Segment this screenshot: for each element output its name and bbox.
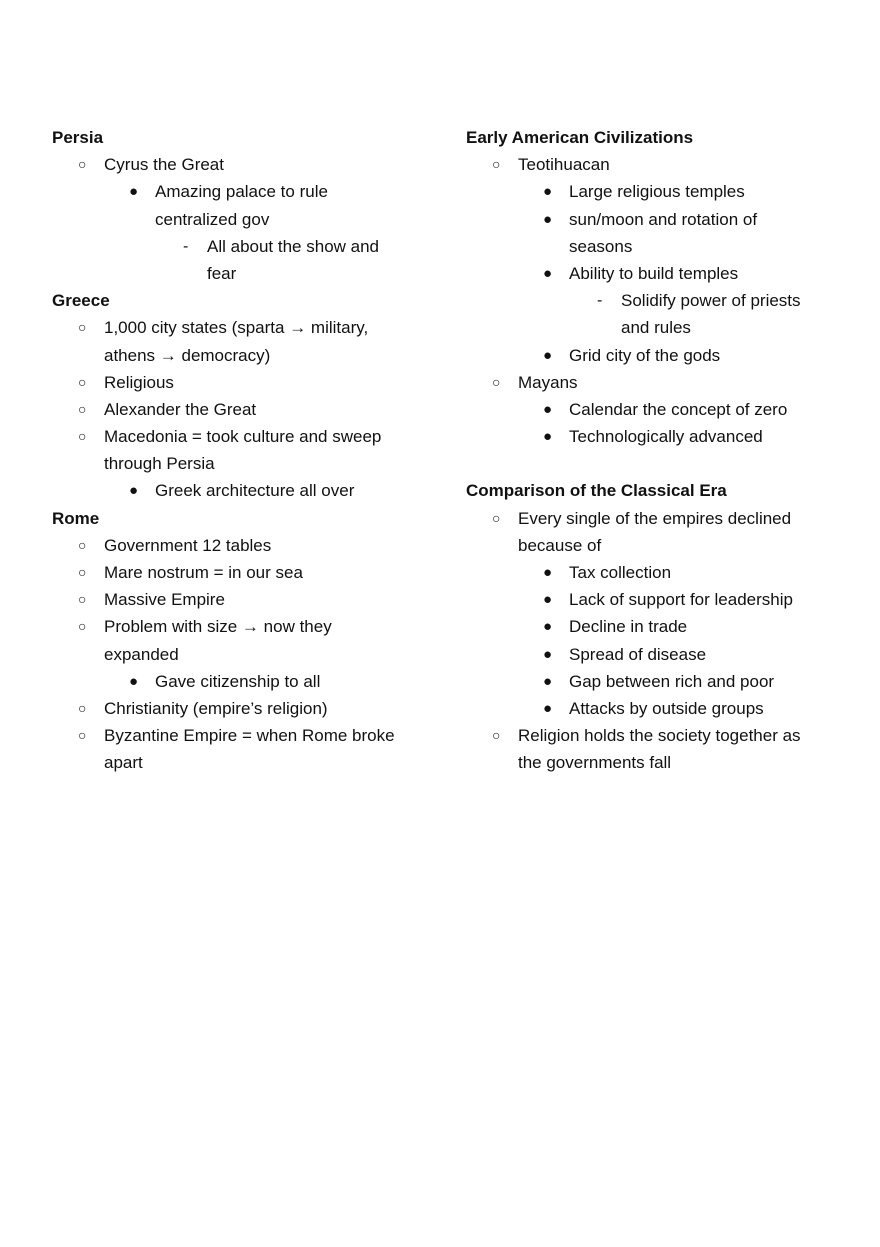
list-item-text: Every single of the empires declined <box>518 508 792 528</box>
bullet-dash-icon: - <box>597 292 603 310</box>
list-item-level-1 <box>52 314 412 341</box>
bullet-hollow-icon: ○ <box>492 509 501 526</box>
list-item-level-3 <box>52 233 412 260</box>
list-item-level-2 <box>466 342 846 369</box>
list-item-text: Calendar the concept of zero <box>569 399 788 419</box>
list-item-text: Cyrus the Great <box>104 155 224 175</box>
list-item-text: through Persia <box>104 454 215 474</box>
bullet-filled-icon: ● <box>543 400 553 418</box>
list-item-level-1 <box>466 722 846 749</box>
list-item-level-1 <box>52 151 412 178</box>
section-heading: Comparison of the Classical Era <box>466 481 727 501</box>
list-item-text: Ability to build temples <box>569 263 739 283</box>
list-item-text: Spread of disease <box>569 644 707 664</box>
bullet-filled-icon: ● <box>543 428 553 446</box>
bullet-filled-icon: ● <box>543 645 553 663</box>
list-item-continuation <box>466 314 846 341</box>
list-item-text: expanded <box>104 644 179 664</box>
list-item-level-2 <box>466 423 846 450</box>
list-item-text: Massive Empire <box>104 590 225 610</box>
bullet-filled-icon: ● <box>543 618 553 636</box>
list-item-text: Grid city of the gods <box>569 345 721 365</box>
bullet-hollow-icon: ○ <box>78 591 87 608</box>
list-item-level-2 <box>466 206 846 233</box>
list-item-level-2 <box>466 260 846 287</box>
bullet-filled-icon: ● <box>543 699 553 717</box>
list-item-text: Byzantine Empire = when Rome broke <box>104 726 395 746</box>
list-item-level-1 <box>52 423 412 450</box>
bullet-hollow-icon: ○ <box>78 319 87 336</box>
list-item-continuation <box>52 641 412 668</box>
list-item-level-1 <box>52 613 412 640</box>
bullet-hollow-icon: ○ <box>78 400 87 417</box>
list-item-text: Macedonia = took culture and sweep <box>104 427 382 447</box>
list-item-text: Gave citizenship to all <box>155 671 321 691</box>
list-item-text: Technologically advanced <box>569 427 763 447</box>
list-item-text: athens → democracy) <box>104 345 271 365</box>
list-item-text: Religion holds the society together as <box>518 726 801 746</box>
list-item-text: Alexander the Great <box>104 399 257 419</box>
list-item-level-2 <box>466 396 846 423</box>
list-item-level-2 <box>466 613 846 640</box>
bullet-hollow-icon: ○ <box>492 156 501 173</box>
bullet-hollow-icon: ○ <box>78 536 87 553</box>
list-item-level-1 <box>52 722 412 749</box>
bullet-filled-icon: ● <box>543 564 553 581</box>
list-item-text: Amazing palace to rule <box>155 182 328 202</box>
list-item-level-2 <box>466 586 846 613</box>
right-column <box>466 124 846 777</box>
section-heading: Persia <box>52 128 104 147</box>
bullet-dash-icon: - <box>183 237 189 255</box>
list-item-level-2 <box>466 668 846 695</box>
list-item-level-2 <box>52 477 412 504</box>
bullet-hollow-icon: ○ <box>78 727 87 744</box>
list-item-text: Large religious temples <box>569 182 745 202</box>
list-item-level-1 <box>52 532 412 559</box>
list-item-text: Gap between rich and poor <box>569 671 775 691</box>
list-item-text: the governments fall <box>518 753 672 773</box>
list-item-level-2 <box>52 178 412 205</box>
bullet-filled-icon: ● <box>129 183 139 201</box>
list-item-level-2 <box>466 641 846 668</box>
list-item-level-3 <box>466 287 846 314</box>
list-item-text: Government 12 tables <box>104 535 272 555</box>
bullet-hollow-icon: ○ <box>78 699 87 716</box>
list-item-text: Tax collection <box>569 563 672 582</box>
list-item-text: seasons <box>569 236 633 256</box>
list-item-level-2 <box>466 178 846 205</box>
list-item-text: because of <box>518 535 602 555</box>
list-item-continuation <box>52 260 412 287</box>
section-heading: Greece <box>52 291 110 311</box>
list-item-level-1 <box>52 586 412 613</box>
list-item-text: Religious <box>104 372 174 392</box>
list-item-text: sun/moon and rotation of <box>569 209 758 229</box>
section-heading: Rome <box>52 508 100 528</box>
list-item-level-1 <box>52 559 412 586</box>
list-item-text: Solidify power of priests <box>621 291 801 311</box>
bullet-hollow-icon: ○ <box>78 618 87 635</box>
list-item-text: apart <box>104 753 143 773</box>
bullet-filled-icon: ● <box>543 210 553 228</box>
list-item-continuation <box>52 749 412 776</box>
list-item-text: Greek architecture all over <box>155 481 355 501</box>
list-item-level-2 <box>466 695 846 722</box>
list-item-continuation <box>466 233 846 260</box>
list-item-level-1 <box>466 505 846 532</box>
list-item-text: Problem with size → now they <box>104 617 332 637</box>
bullet-hollow-icon: ○ <box>492 373 501 390</box>
bullet-filled-icon: ● <box>543 346 553 364</box>
list-item-text: 1,000 city states (sparta → military, <box>104 318 369 338</box>
list-item-level-2 <box>466 559 846 586</box>
bullet-filled-icon: ● <box>543 264 553 282</box>
list-item-text: All about the show and <box>207 236 380 256</box>
bullet-filled-icon: ● <box>543 672 553 690</box>
section-heading: Early American Civilizations <box>466 128 694 147</box>
list-item-text: fear <box>207 263 237 283</box>
bullet-filled-icon: ● <box>543 183 553 201</box>
list-item-text: and rules <box>621 318 691 338</box>
list-item-text: Lack of support for leadership <box>569 590 793 610</box>
bullet-filled-icon: ● <box>543 591 553 609</box>
list-item-text: centralized gov <box>155 209 270 229</box>
list-item-continuation <box>52 342 412 369</box>
bullet-filled-icon: ● <box>129 482 139 500</box>
blank-line <box>466 450 846 477</box>
list-item-level-2 <box>52 668 412 695</box>
list-item-text: Attacks by outside groups <box>569 698 764 718</box>
bullet-hollow-icon: ○ <box>78 564 87 580</box>
list-item-level-1 <box>52 369 412 396</box>
bullet-hollow-icon: ○ <box>78 373 87 390</box>
bullet-hollow-icon: ○ <box>78 428 87 445</box>
list-item-text: Mare nostrum = in our sea <box>104 563 303 582</box>
list-item-text: Decline in trade <box>569 617 688 637</box>
list-item-continuation <box>466 749 846 776</box>
list-item-continuation <box>466 532 846 559</box>
list-item-continuation <box>52 450 412 477</box>
bullet-hollow-icon: ○ <box>492 727 501 744</box>
list-item-level-1 <box>52 695 412 722</box>
left-column <box>52 124 412 777</box>
list-item-text: Teotihuacan <box>518 155 610 175</box>
list-item-level-1 <box>52 396 412 423</box>
list-item-level-1 <box>466 151 846 178</box>
list-item-continuation <box>52 206 412 233</box>
list-item-text: Mayans <box>518 372 578 392</box>
bullet-filled-icon: ● <box>129 672 139 690</box>
bullet-hollow-icon: ○ <box>78 156 87 173</box>
list-item-text: Christianity (empire’s religion) <box>104 698 328 718</box>
list-item-level-1 <box>466 369 846 396</box>
